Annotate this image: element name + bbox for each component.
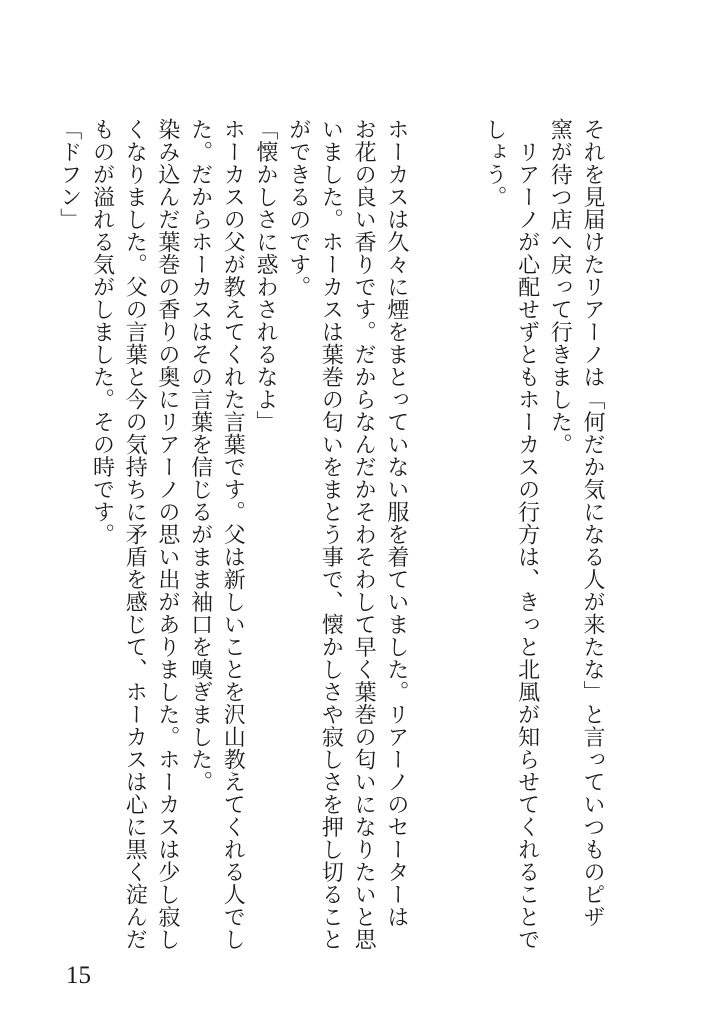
text-line: リアーノが心配せずともホーカスの行方は、きっと北風が知らせてくれることで [514, 118, 540, 951]
dialogue-line: 「ドフン」 [56, 118, 82, 231]
text-line: 染み込んだ葉巻の香りの奥にリアーノの思い出がありました。ホーカスは少し寂し [154, 118, 180, 951]
text-line: くなりました。父の言葉と今の気持ちに矛盾を感じて、ホーカスは心に黒く淀んだ [122, 118, 148, 951]
page-number: 15 [66, 962, 91, 989]
text-line: ができるのです。 [285, 118, 311, 298]
text-line: しょう。 [481, 118, 507, 208]
text-line: いました。ホーカスは葉巻の匂いをまとう事で、懐かしさや寂しさを押し切ること [318, 118, 344, 951]
text-line: お花の良い香りです。だからなんだかそわそわして早く葉巻の匂いになりたいと思 [351, 118, 377, 951]
text-line: た。だからホーカスはその言葉を信じるがまま袖口を嗅ぎました。 [187, 118, 213, 793]
section-break [445, 118, 478, 948]
text-line: それを見届けたリアーノは「何だか気になる人が来たな」と言っていつものピザ [580, 118, 605, 928]
text-line: ものが溢れる気がしました。その時です。 [89, 118, 115, 546]
dialogue-line: 「懐かしさに惑わされるなよ」 [253, 118, 278, 433]
text-line: ホーカスは久々に煙をまとっていない服を着ていました。リアーノのセーターは [383, 118, 409, 928]
text-line: ホーカスの父が教えてくれた言葉です。父は新しいことを沢山教えてくれる人でし [220, 118, 246, 951]
text-line: 窯が待つ店へ戻って行きました。 [547, 118, 573, 456]
vertical-body-text [52, 118, 608, 951]
